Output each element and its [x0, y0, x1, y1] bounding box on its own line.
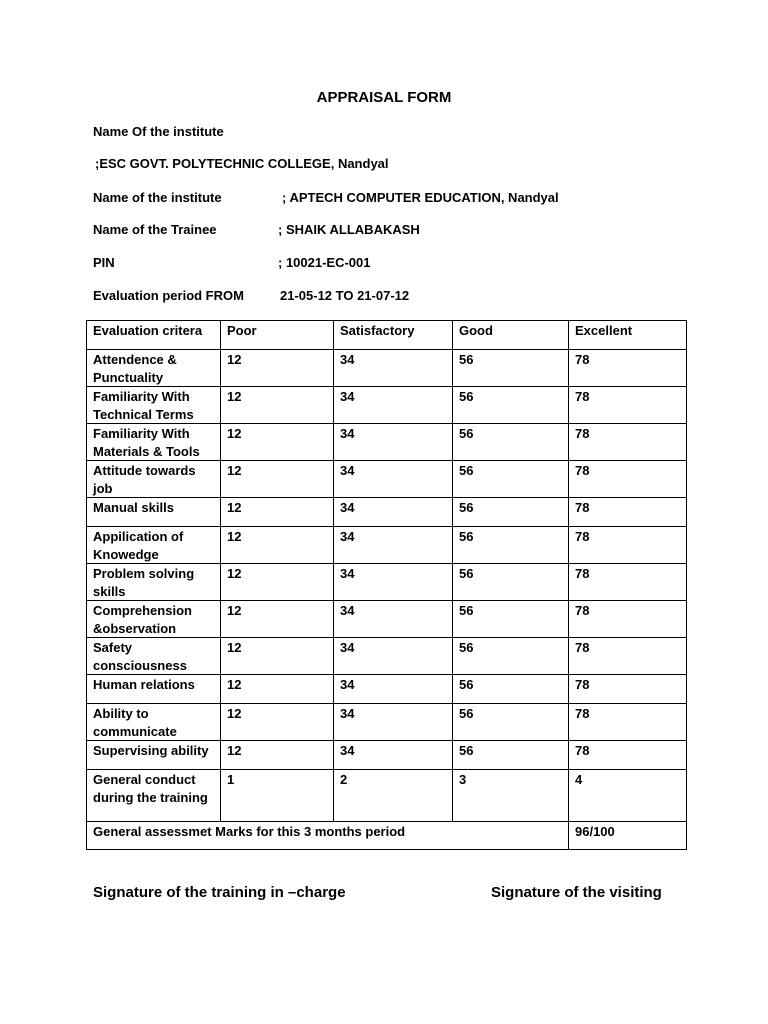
field-value: ; APTECH COMPUTER EDUCATION, Nandyal [282, 190, 559, 205]
cell-criteria: Supervising ability [87, 741, 221, 770]
cell-satisfactory: 34 [334, 498, 453, 527]
cell-excellent: 78 [569, 498, 687, 527]
cell-excellent: 78 [569, 601, 687, 638]
header-cell: Excellent [569, 321, 687, 350]
cell-poor: 12 [221, 675, 334, 704]
field-value: ; 10021-EC-001 [278, 255, 371, 270]
header-cell: Good [453, 321, 569, 350]
cell-good: 56 [453, 564, 569, 601]
cell-excellent: 78 [569, 527, 687, 564]
cell-good: 3 [453, 770, 569, 822]
cell-satisfactory: 34 [334, 741, 453, 770]
cell-satisfactory: 34 [334, 704, 453, 741]
field-value: ;ESC GOVT. POLYTECHNIC COLLEGE, Nandyal [95, 156, 389, 171]
field-label: Name Of the institute [93, 124, 224, 139]
table-row [87, 350, 687, 387]
cell-good: 56 [453, 424, 569, 461]
table-row [87, 741, 687, 770]
header-cell: Poor [221, 321, 334, 350]
cell-criteria: Attitude towards job [87, 461, 221, 498]
table-row [87, 424, 687, 461]
cell-criteria: Human relations [87, 675, 221, 704]
cell-poor: 12 [221, 498, 334, 527]
cell-poor: 12 [221, 387, 334, 424]
cell-excellent: 78 [569, 741, 687, 770]
cell-satisfactory: 34 [334, 527, 453, 564]
cell-excellent: 78 [569, 638, 687, 675]
cell-satisfactory: 34 [334, 564, 453, 601]
table-row [87, 704, 687, 741]
cell-criteria: Appilication of Knowedge [87, 527, 221, 564]
cell-excellent: 78 [569, 675, 687, 704]
cell-excellent: 78 [569, 461, 687, 498]
cell-satisfactory: 2 [334, 770, 453, 822]
form-title: APPRAISAL FORM [316, 89, 452, 106]
cell-poor: 1 [221, 770, 334, 822]
cell-good: 56 [453, 638, 569, 675]
cell-good: 56 [453, 741, 569, 770]
cell-satisfactory: 34 [334, 675, 453, 704]
cell-excellent: 78 [569, 564, 687, 601]
cell-satisfactory: 34 [334, 638, 453, 675]
field-value: ; SHAIK ALLABAKASH [278, 222, 420, 237]
cell-excellent: 78 [569, 387, 687, 424]
cell-good: 56 [453, 675, 569, 704]
cell-criteria: Safety consciousness [87, 638, 221, 675]
total-value: 96/100 [569, 822, 687, 850]
cell-excellent: 78 [569, 704, 687, 741]
cell-satisfactory: 34 [334, 601, 453, 638]
cell-excellent: 4 [569, 770, 687, 822]
cell-criteria: Familiarity With Materials & Tools [87, 424, 221, 461]
header-cell: Satisfactory [334, 321, 453, 350]
cell-criteria: General conduct during the training [87, 770, 221, 822]
field-label: PIN [93, 255, 115, 270]
cell-satisfactory: 34 [334, 424, 453, 461]
cell-criteria: Problem solving skills [87, 564, 221, 601]
cell-excellent: 78 [569, 350, 687, 387]
field-label: Evaluation period FROM [93, 288, 244, 303]
cell-satisfactory: 34 [334, 350, 453, 387]
field-label: Name of the Trainee [93, 222, 217, 237]
table-row [87, 601, 687, 638]
total-label: General assessmet Marks for this 3 months period [87, 822, 569, 850]
total-row [87, 822, 687, 850]
cell-poor: 12 [221, 424, 334, 461]
cell-poor: 12 [221, 350, 334, 387]
cell-poor: 12 [221, 527, 334, 564]
cell-criteria: Ability to communicate [87, 704, 221, 741]
table-header-row [87, 321, 687, 350]
table-row [87, 564, 687, 601]
signature-visiting: Signature of the visiting [491, 884, 662, 901]
cell-criteria: Comprehension &observation [87, 601, 221, 638]
cell-good: 56 [453, 498, 569, 527]
cell-good: 56 [453, 704, 569, 741]
cell-good: 56 [453, 350, 569, 387]
cell-excellent: 78 [569, 424, 687, 461]
field-label: Name of the institute [93, 190, 222, 205]
cell-poor: 12 [221, 638, 334, 675]
cell-good: 56 [453, 601, 569, 638]
table-row [87, 638, 687, 675]
table-row [87, 675, 687, 704]
header-cell: Evaluation critera [87, 321, 221, 350]
cell-poor: 12 [221, 704, 334, 741]
signature-training-incharge: Signature of the training in –charge [93, 884, 346, 901]
cell-poor: 12 [221, 564, 334, 601]
cell-satisfactory: 34 [334, 387, 453, 424]
cell-good: 56 [453, 527, 569, 564]
cell-good: 56 [453, 387, 569, 424]
table-row [87, 498, 687, 527]
cell-good: 56 [453, 461, 569, 498]
cell-criteria: Attendence & Punctuality [87, 350, 221, 387]
table-row [87, 461, 687, 498]
cell-poor: 12 [221, 601, 334, 638]
table-row [87, 387, 687, 424]
cell-criteria: Manual skills [87, 498, 221, 527]
table-row [87, 527, 687, 564]
cell-criteria: Familiarity With Technical Terms [87, 387, 221, 424]
cell-poor: 12 [221, 461, 334, 498]
cell-satisfactory: 34 [334, 461, 453, 498]
evaluation-table [86, 320, 687, 850]
field-value: 21-05-12 TO 21-07-12 [280, 288, 410, 303]
cell-poor: 12 [221, 741, 334, 770]
table-row [87, 770, 687, 822]
